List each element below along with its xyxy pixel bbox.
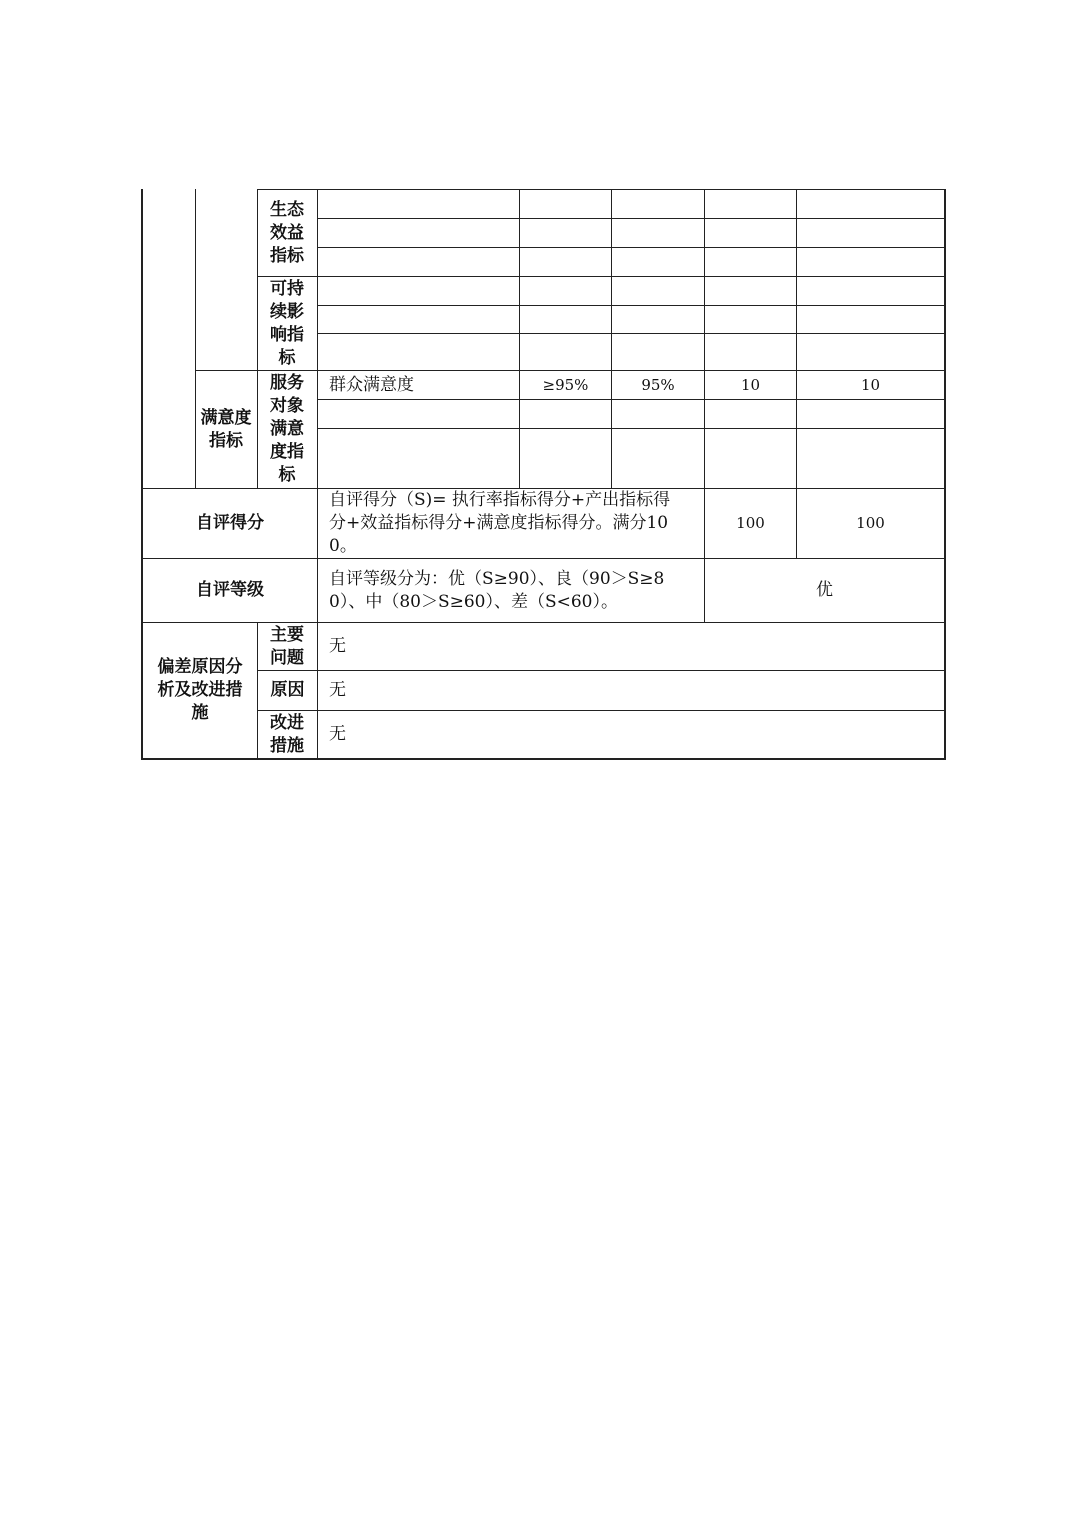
weight-value: 10 bbox=[740, 375, 761, 394]
rule bbox=[257, 189, 258, 488]
rule bbox=[141, 189, 143, 760]
actual-value: 95% bbox=[641, 375, 675, 394]
self-score-total: 100 bbox=[736, 514, 765, 532]
rule bbox=[257, 189, 945, 190]
deviation-row-value: 无 bbox=[329, 724, 346, 744]
rule bbox=[257, 276, 945, 277]
deviation-row-label: 改进措施 bbox=[270, 712, 304, 756]
category-satisfaction: 满意度指标 bbox=[200, 407, 252, 451]
deviation-row-value: 无 bbox=[329, 636, 346, 656]
self-score-value: 100 bbox=[856, 514, 885, 532]
sub-indicator-sustainable: 可持续影响指标 bbox=[270, 278, 304, 368]
deviation-row-label: 原因 bbox=[270, 680, 305, 700]
deviation-row-value: 无 bbox=[329, 680, 346, 700]
rule bbox=[317, 428, 945, 429]
score-value: 10 bbox=[860, 375, 881, 394]
target-value: ≥95% bbox=[542, 375, 589, 394]
deviation-row-label: 主要问题 bbox=[270, 624, 304, 668]
sub-indicator-service: 服务对象满意度指标 bbox=[270, 373, 304, 485]
rule bbox=[317, 305, 945, 306]
rule bbox=[519, 189, 520, 488]
rule bbox=[611, 189, 612, 488]
rule bbox=[317, 399, 945, 400]
rule bbox=[141, 758, 946, 760]
rule bbox=[195, 189, 196, 488]
self-grade-value: 优 bbox=[816, 580, 833, 600]
self-score-description: 自评得分（S)= 执行率指标得分+产出指标得分+效益指标得分+满意度指标得分。满分100。 bbox=[329, 490, 671, 556]
rule bbox=[317, 333, 945, 334]
indicator-name: 群众满意度 bbox=[329, 374, 414, 395]
rule bbox=[944, 189, 946, 760]
rule bbox=[317, 218, 945, 219]
rule bbox=[317, 247, 945, 248]
deviation-label: 偏差原因分析及改进措施 bbox=[157, 657, 243, 723]
self-grade-label: 自评等级 bbox=[196, 580, 264, 600]
sub-indicator-ecology: 生态效益指标 bbox=[270, 199, 304, 266]
self-score-label: 自评得分 bbox=[196, 513, 264, 533]
self-grade-description: 自评等级分为：优（S≥90）、良（90＞S≥80）、中（80＞S≥60）、差（S<60）。 bbox=[329, 568, 665, 612]
